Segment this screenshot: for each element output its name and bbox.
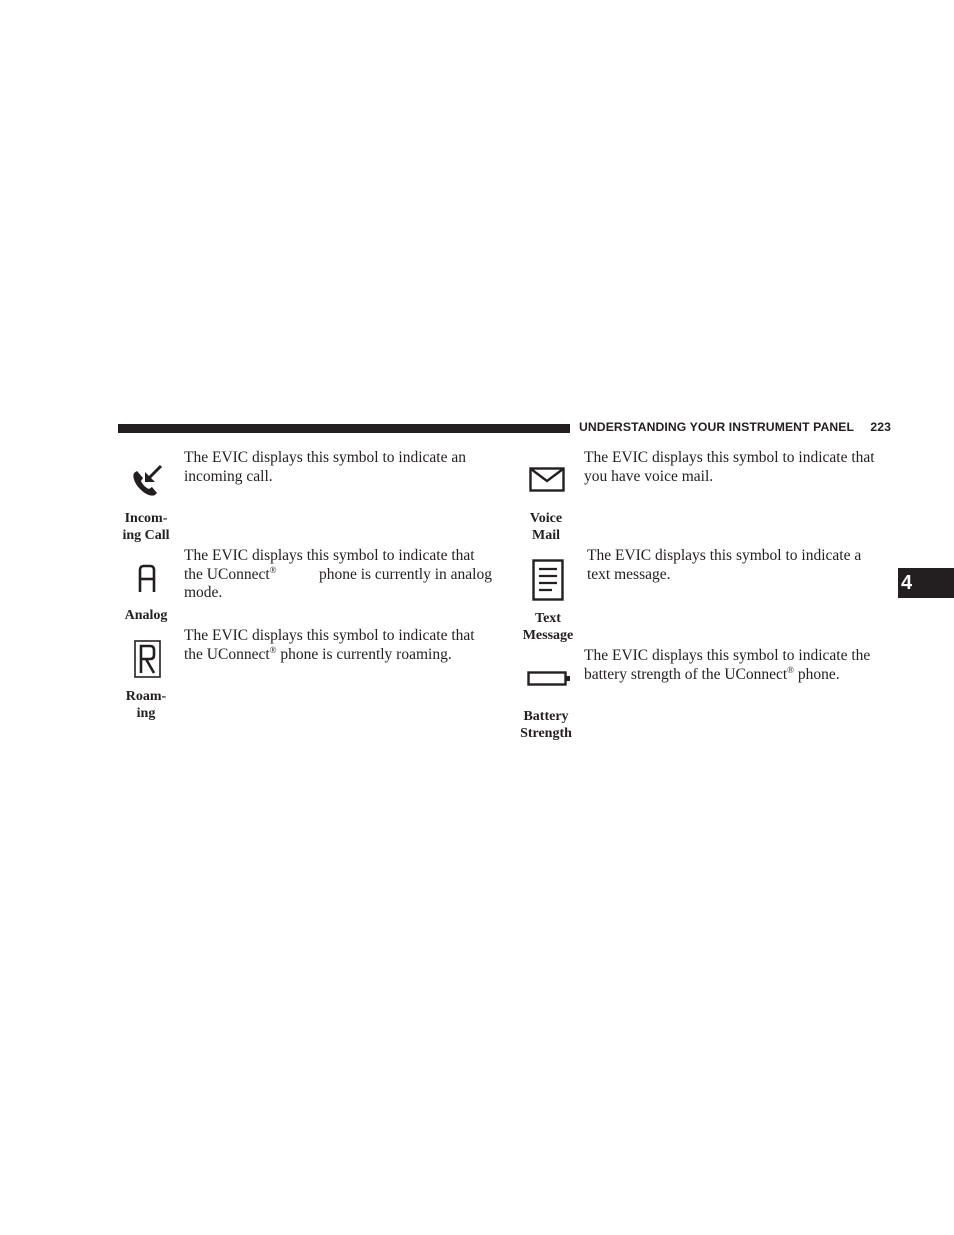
analog-description: The EVIC displays this symbol to indicate that the UConnect® phone is currently in analog mode.: [184, 547, 492, 602]
section-title: UNDERSTANDING YOUR INSTRUMENT PANEL: [579, 420, 855, 434]
incoming-call-label: Incom- ing Call: [122, 511, 170, 543]
running-header: [579, 420, 891, 434]
battery-strength-description: The EVIC displays this symbol to indicate the battery strength of the UConnect® phone.: [584, 647, 871, 683]
text-message-label: Text Message: [522, 611, 574, 643]
battery-strength-icon: [527, 670, 571, 688]
analog-a-icon: [137, 564, 157, 594]
chapter-number: 4: [901, 571, 913, 594]
text-message-description: The EVIC displays this symbol to indicate a text message.: [587, 547, 862, 583]
voice-mail-label: Voice Mail: [529, 511, 563, 543]
incoming-call-description: The EVIC displays this symbol to indicate an incoming call.: [184, 449, 466, 485]
text-message-icon: [532, 559, 564, 601]
voice-mail-description: The EVIC displays this symbol to indicate that you have voice mail.: [584, 449, 875, 485]
roaming-description: The EVIC displays this symbol to indicate that the UConnect® phone is currently roaming.: [184, 627, 475, 663]
incoming-call-icon: [130, 464, 166, 498]
header-rule: [118, 424, 570, 433]
analog-label: Analog: [124, 608, 168, 623]
page-number: 223: [870, 420, 891, 434]
battery-strength-label: Battery Strength: [520, 709, 572, 741]
voice-mail-envelope-icon: [529, 467, 565, 493]
chapter-tab: [898, 568, 954, 598]
roaming-label: Roam- ing: [125, 689, 167, 721]
roaming-r-icon: [134, 640, 161, 678]
